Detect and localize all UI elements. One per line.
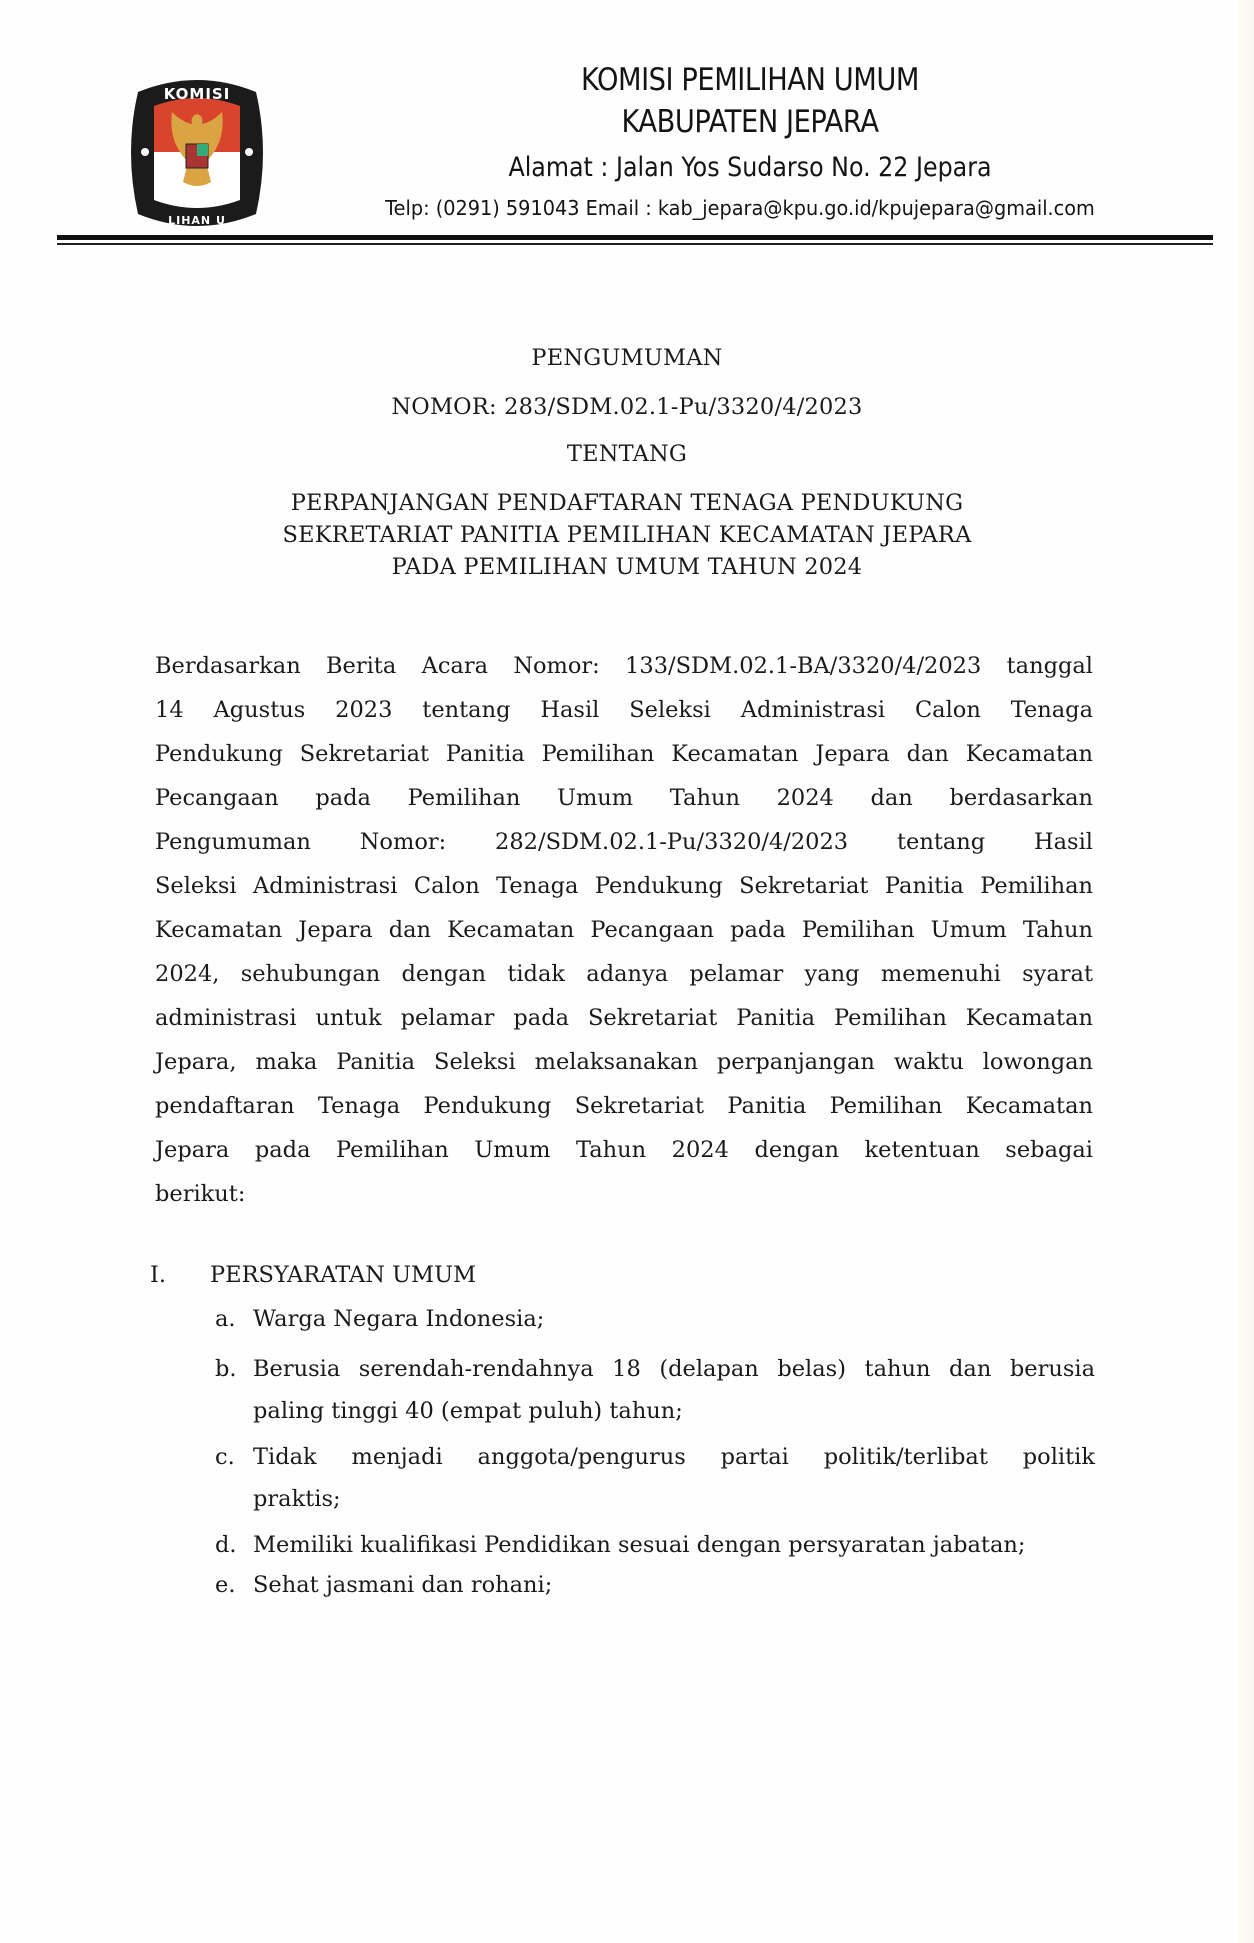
item-label: d. (215, 1532, 237, 1558)
body-line: Pengumuman Nomor: 282/SDM.02.1-Pu/3320/4/2023 tentang Hasil (155, 829, 1093, 855)
item-text: Sehat jasmani dan rohani; (253, 1572, 553, 1598)
svg-text:LIHAN U: LIHAN U (168, 214, 226, 227)
body-line: berikut: (155, 1181, 246, 1207)
item-text: Tidak menjadi anggota/pengurus partai politik/terlibat politik (253, 1444, 1095, 1470)
item-label: a. (215, 1306, 236, 1332)
body-line: Pendukung Sekretariat Panitia Pemilihan Kecamatan Jepara dan Kecamatan (155, 741, 1093, 767)
body-line: Seleksi Administrasi Calon Tenaga Pendukung Sekretariat Panitia Pemilihan (155, 873, 1093, 899)
item-text: Memiliki kualifikasi Pendidikan sesuai dengan persyaratan jabatan; (253, 1532, 1026, 1558)
doc-type: PENGUMUMAN (531, 345, 723, 371)
item-text: Berusia serendah-rendahnya 18 (delapan belas) tahun dan berusia (253, 1356, 1095, 1382)
item-label: b. (215, 1356, 237, 1382)
body-line: Jepara pada Pemilihan Umum Tahun 2024 dengan ketentuan sebagai (155, 1137, 1093, 1163)
body-paragraph (155, 644, 1093, 1216)
org-name: KOMISI PEMILIHAN UMUM (580, 62, 920, 98)
body-line: Berdasarkan Berita Acara Nomor: 133/SDM.02.1-BA/3320/4/2023 tanggal (155, 653, 1093, 679)
doc-about: TENTANG (566, 441, 688, 467)
letterhead-rule-thin (57, 243, 1213, 245)
item-text: Warga Negara Indonesia; (253, 1306, 545, 1332)
doc-number: NOMOR: 283/SDM.02.1-Pu/3320/4/2023 (391, 394, 863, 420)
body-line: Pecangaan pada Pemilihan Umum Tahun 2024 dan berdasarkan (155, 785, 1093, 811)
body-line: Jepara, maka Panitia Seleksi melaksanakan perpanjangan waktu lowongan (155, 1049, 1093, 1075)
org-address: Alamat : Jalan Yos Sudarso No. 22 Jepara (508, 152, 992, 183)
doc-title-line: SEKRETARIAT PANITIA PEMILIHAN KECAMATAN JEPARA (282, 522, 972, 548)
doc-title-line: PERPANJANGAN PENDAFTARAN TENAGA PENDUKUNG (290, 490, 964, 516)
svg-text:KOMISI: KOMISI (163, 85, 231, 103)
body-line: administrasi untuk pelamar pada Sekretariat Panitia Pemilihan Kecamatan (155, 1005, 1093, 1031)
body-line: Kecamatan Jepara dan Kecamatan Pecangaan pada Pemilihan Umum Tahun (155, 917, 1093, 943)
body-line: 14 Agustus 2023 tentang Hasil Seleksi Administrasi Calon Tenaga (155, 697, 1093, 723)
body-line: pendaftaran Tenaga Pendukung Sekretariat Panitia Pemilihan Kecamatan (155, 1093, 1093, 1119)
kpu-logo (128, 72, 266, 234)
scan-edge (1238, 0, 1254, 1943)
item-label: e. (215, 1572, 236, 1598)
body-line: 2024, sehubungan dengan tidak adanya pelamar yang memenuhi syarat (155, 961, 1093, 987)
org-region: KABUPATEN JEPARA (621, 104, 879, 140)
section-title: PERSYARATAN UMUM (210, 1262, 477, 1288)
item-label: c. (215, 1444, 235, 1470)
org-contact: Telp: (0291) 591043 Email : kab_jepara@kpu.go.id/kpujepara@gmail.com (385, 196, 1095, 220)
item-text: paling tinggi 40 (empat puluh) tahun; (253, 1398, 683, 1424)
doc-title-line: PADA PEMILIHAN UMUM TAHUN 2024 (391, 554, 863, 580)
item-text: praktis; (253, 1486, 341, 1512)
section-numeral: I. (150, 1262, 167, 1288)
letterhead-rule-thick (57, 235, 1213, 240)
